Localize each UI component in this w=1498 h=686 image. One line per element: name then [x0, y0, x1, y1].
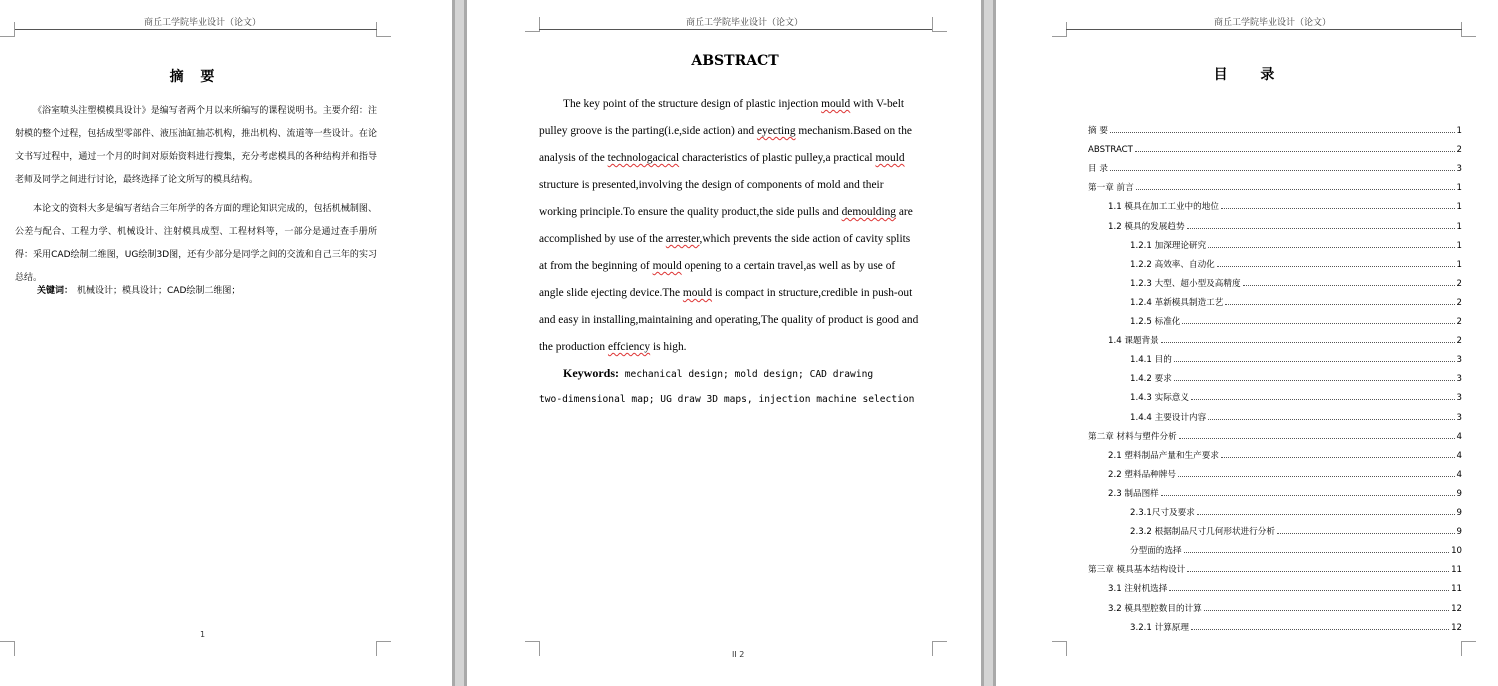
- toc-leader-dots: [1191, 399, 1455, 400]
- toc-leader-dots: [1208, 419, 1454, 420]
- spellcheck-word: effciency: [607, 341, 651, 353]
- toc-entry-label: 2.3.2 根据制品尺寸几何形状进行分析: [1130, 527, 1275, 538]
- toc-entry-label: 1.2 模具的发展趋势: [1108, 221, 1185, 232]
- header-rule: [1066, 29, 1462, 30]
- text-run: structure is presented,involving the design of components of mold and their working principle.To ensure the quality product,the side pulls and: [539, 179, 884, 218]
- corner-mark: [376, 641, 391, 656]
- toc-entry-page: 12: [1451, 603, 1462, 614]
- toc-leader-dots: [1225, 304, 1454, 305]
- toc-entry-page: 1: [1456, 202, 1462, 213]
- toc-entry[interactable]: [1108, 600, 1462, 614]
- header-rule: [539, 29, 932, 30]
- keywords-line[interactable]: [37, 283, 240, 296]
- keywords-text: 机械设计；模具设计；CAD绘制二维图；: [77, 286, 241, 296]
- toc-leader-dots: [1191, 629, 1449, 630]
- toc-entry[interactable]: [1130, 256, 1462, 270]
- toc-entry[interactable]: [1108, 198, 1462, 212]
- toc-leader-dots: [1182, 323, 1454, 324]
- page-gap: [981, 0, 996, 686]
- toc-leader-dots: [1161, 342, 1455, 343]
- toc-entry[interactable]: [1108, 447, 1462, 461]
- corner-mark: [932, 641, 947, 656]
- spellcheck-word: mould: [875, 152, 905, 164]
- document-page-2: [467, 0, 981, 686]
- toc-entry[interactable]: [1088, 561, 1462, 575]
- toc-entry-page: 9: [1456, 488, 1462, 499]
- toc-entry-page: 3: [1456, 412, 1462, 423]
- keywords-line[interactable]: [563, 366, 873, 381]
- toc-entry[interactable]: [1130, 294, 1462, 308]
- page-title[interactable]: ABSTRACT: [691, 53, 779, 69]
- toc-entry[interactable]: [1108, 580, 1462, 594]
- keywords-text: mechanical design; mold design; CAD drawing: [624, 369, 874, 380]
- keywords-label: Keywords:: [563, 366, 619, 380]
- toc-leader-dots: [1204, 610, 1449, 611]
- toc-entry[interactable]: [1088, 141, 1462, 155]
- toc-entry-page: 2: [1456, 336, 1462, 347]
- toc-entry-label: 1.4.1 目的: [1130, 355, 1172, 366]
- toc-entry[interactable]: [1130, 523, 1462, 537]
- toc-entry-label: 2.3 制品图样: [1108, 488, 1159, 499]
- toc-entry-label: 2.2 塑料品种牌号: [1108, 469, 1176, 480]
- text-run: is compact in structure,credible in push-out and easy in installing,maintaining and operating,The quality of product is good and the production: [539, 287, 919, 353]
- toc-entry-page: 9: [1456, 527, 1462, 538]
- corner-mark: [1052, 22, 1067, 37]
- page-gap: [452, 0, 467, 686]
- toc-entry-page: 1: [1456, 259, 1462, 270]
- toc-leader-dots: [1135, 151, 1455, 152]
- toc-leader-dots: [1169, 590, 1449, 591]
- toc-entry[interactable]: [1108, 332, 1462, 346]
- toc-leader-dots: [1161, 495, 1455, 496]
- toc-entry-page: 10: [1451, 546, 1462, 557]
- toc-entry[interactable]: [1130, 237, 1462, 251]
- toc-leader-dots: [1178, 476, 1455, 477]
- toc-entry[interactable]: [1130, 275, 1462, 289]
- toc-entry[interactable]: [1108, 485, 1462, 499]
- corner-mark: [1461, 22, 1476, 37]
- spellcheck-word: technologacical: [607, 152, 680, 164]
- toc-entry[interactable]: [1130, 351, 1462, 365]
- toc-entry-page: 2: [1456, 317, 1462, 327]
- text-run: mechanism.Based on the analysis of the: [539, 125, 912, 164]
- toc-entry-page: 1: [1456, 221, 1462, 232]
- toc-leader-dots: [1110, 170, 1455, 171]
- toc-entry-label: 1.4.2 要求: [1130, 374, 1172, 385]
- page-header: 商丘工学院毕业设计（论文）: [144, 18, 262, 28]
- text-run: characteristics of plastic pulley,a practical: [679, 152, 876, 164]
- toc-leader-dots: [1243, 285, 1455, 286]
- toc-entry-page: 3: [1456, 374, 1462, 385]
- spellcheck-word: mould: [682, 287, 713, 299]
- page-number: II 2: [732, 650, 745, 659]
- toc-entry-page: 1: [1456, 183, 1462, 194]
- toc-entry[interactable]: [1088, 179, 1462, 193]
- toc-entry-page: 1: [1456, 126, 1462, 136]
- toc-leader-dots: [1184, 552, 1449, 553]
- toc-entry-label: ABSTRACT: [1088, 145, 1133, 156]
- header-rule: [15, 29, 377, 30]
- toc-entry-page: 3: [1456, 355, 1462, 366]
- toc-entry-page: 4: [1456, 450, 1462, 461]
- toc-leader-dots: [1197, 514, 1455, 515]
- toc-entry[interactable]: [1130, 619, 1462, 633]
- spellcheck-word: arrester: [665, 233, 700, 245]
- page-header: 商丘工学院毕业设计（论文）: [686, 18, 804, 28]
- toc-leader-dots: [1217, 266, 1455, 267]
- toc-leader-dots: [1221, 208, 1455, 209]
- toc-entry[interactable]: [1130, 370, 1462, 384]
- spellcheck-word: demoulding: [841, 206, 896, 218]
- toc-entry-label: 1.2.5 标准化: [1130, 317, 1181, 327]
- toc-entry-label: 第三章 模具基本结构设计: [1088, 565, 1186, 576]
- keywords-label: 关键词：: [37, 286, 74, 296]
- page-header: 商丘工学院毕业设计（论文）: [1214, 18, 1332, 28]
- toc-entry-page: 4: [1456, 431, 1462, 442]
- toc-entry-label: 1.2.3 大型、超小型及高精度: [1130, 278, 1241, 289]
- toc-leader-dots: [1136, 189, 1455, 190]
- toc-entry[interactable]: [1130, 389, 1462, 403]
- text-run: The key point of the structure design of plastic injection: [563, 98, 822, 110]
- keywords-line-continued[interactable]: two-dimensional map; UG draw 3D maps, injection machine selection: [539, 394, 915, 405]
- toc-entry-page: 12: [1451, 622, 1462, 633]
- text-run: ,which prevents the side action of cavity splits at from the beginning of: [539, 233, 911, 272]
- toc-entry-label: 1.1 模具在加工工业中的地位: [1108, 202, 1219, 213]
- text-run: with V-belt pulley groove is the parting(i.e,side action) and: [539, 98, 905, 137]
- toc-entry-label: 1.2.2 高效率、自动化: [1130, 259, 1215, 270]
- corner-mark: [376, 22, 391, 37]
- toc-leader-dots: [1187, 571, 1449, 572]
- corner-mark: [0, 641, 15, 656]
- toc-leader-dots: [1221, 457, 1455, 458]
- toc-entry-label: 2.1 塑料制品产量和生产要求: [1108, 450, 1219, 461]
- corner-mark: [1461, 641, 1476, 656]
- toc-entry[interactable]: [1088, 428, 1462, 442]
- toc-entry-page: 9: [1456, 508, 1462, 518]
- text-run: are accomplished by use of the: [539, 206, 913, 245]
- toc-entry-label: 2.3.1尺寸及要求: [1130, 508, 1195, 518]
- page-title[interactable]: 摘 要: [169, 69, 221, 85]
- toc-entry-label: 第二章 材料与塑件分析: [1088, 431, 1177, 442]
- toc-entry[interactable]: [1130, 542, 1462, 556]
- document-page-1: [0, 0, 452, 686]
- toc-entry-label: 目 录: [1088, 164, 1108, 175]
- toc-entry[interactable]: [1108, 218, 1462, 232]
- toc-entry-label: 1.2.4 革新模具制造工艺: [1130, 297, 1224, 308]
- toc-entry-label: 分型面的选择: [1130, 546, 1182, 557]
- corner-mark: [1052, 641, 1067, 656]
- toc-entry-label: 1.4.4 主要设计内容: [1130, 412, 1207, 423]
- toc-entry[interactable]: [1130, 504, 1462, 518]
- page-title[interactable]: 目 录: [1213, 67, 1289, 83]
- corner-mark: [0, 22, 15, 37]
- corner-mark: [525, 17, 540, 32]
- toc-entry-page: 2: [1456, 278, 1462, 289]
- document-page-3: [996, 0, 1498, 686]
- toc-leader-dots: [1174, 380, 1455, 381]
- spellcheck-word: eyecting: [756, 125, 796, 137]
- toc-leader-dots: [1174, 361, 1455, 362]
- toc-entry-page: 3: [1456, 164, 1462, 175]
- toc-leader-dots: [1110, 132, 1455, 133]
- toc-entry-label: 3.1 注射机选择: [1108, 584, 1168, 595]
- body-paragraph[interactable]: 本论文的资料大多是编写者结合三年所学的各方面的理论知识完成的，包括机械制图、公差与配合、工程力学、机械设计、注射模具成型、工程材料等，一部分是通过查手册所得：采用CAD绘制二维图，UG绘制3D图，还有少部分是同学之间的交流和自己三年的实习总结。: [15, 204, 377, 283]
- page-number: 1: [200, 630, 206, 639]
- toc-leader-dots: [1277, 533, 1455, 534]
- toc-entry[interactable]: [1088, 122, 1462, 136]
- toc-leader-dots: [1208, 247, 1454, 248]
- abstract-paragraph[interactable]: [539, 91, 919, 361]
- toc-leader-dots: [1179, 438, 1455, 439]
- toc-entry[interactable]: [1088, 160, 1462, 174]
- toc-entry-label: 第一章 前言: [1088, 183, 1134, 194]
- toc-entry-page: 3: [1456, 393, 1462, 404]
- toc-entry-page: 11: [1451, 584, 1462, 595]
- corner-mark: [932, 17, 947, 32]
- spellcheck-word: mould: [652, 260, 682, 272]
- toc-entry-label: 1.4.3 实际意义: [1130, 393, 1189, 404]
- toc-entry-page: 1: [1456, 240, 1462, 251]
- spellcheck-word: mould: [821, 98, 851, 110]
- corner-mark: [525, 641, 540, 656]
- body-paragraph[interactable]: 《浴室喷头注塑模模具设计》是编写者两个月以来所编写的课程说明书。主要介绍：注射模的整个过程，包括成型零部件、液压油缸抽芯机构，推出机构、流道等一些设计。在论文书写过程中，通过一个月的时间对原始资料进行搜集，充分考虑模具的各种结构并和指导老师及同学之间进行讨论，最终选择了论文所写的模具结构。: [15, 106, 377, 185]
- toc-leader-dots: [1187, 228, 1455, 229]
- toc-entry-page: 2: [1456, 145, 1462, 156]
- toc-entry[interactable]: [1130, 409, 1462, 423]
- toc-entry-label: 3.2.1 计算原理: [1130, 622, 1189, 633]
- text-run: opening to a certain travel,as well as by use of angle slide ejecting device.The: [539, 260, 896, 299]
- toc-entry-page: 11: [1451, 565, 1462, 576]
- toc-entry-page: 4: [1456, 469, 1462, 480]
- toc-entry-label: 1.4 课题背景: [1108, 336, 1159, 347]
- toc-entry-label: 摘 要: [1088, 126, 1108, 136]
- toc-entry-page: 2: [1456, 297, 1462, 308]
- toc-entry-label: 1.2.1 加深理论研究: [1130, 240, 1207, 251]
- toc-entry-label: 3.2 模具型腔数目的计算: [1108, 603, 1202, 614]
- text-run: is high.: [650, 341, 687, 353]
- toc-entry[interactable]: [1108, 466, 1462, 480]
- toc-entry[interactable]: [1130, 313, 1462, 327]
